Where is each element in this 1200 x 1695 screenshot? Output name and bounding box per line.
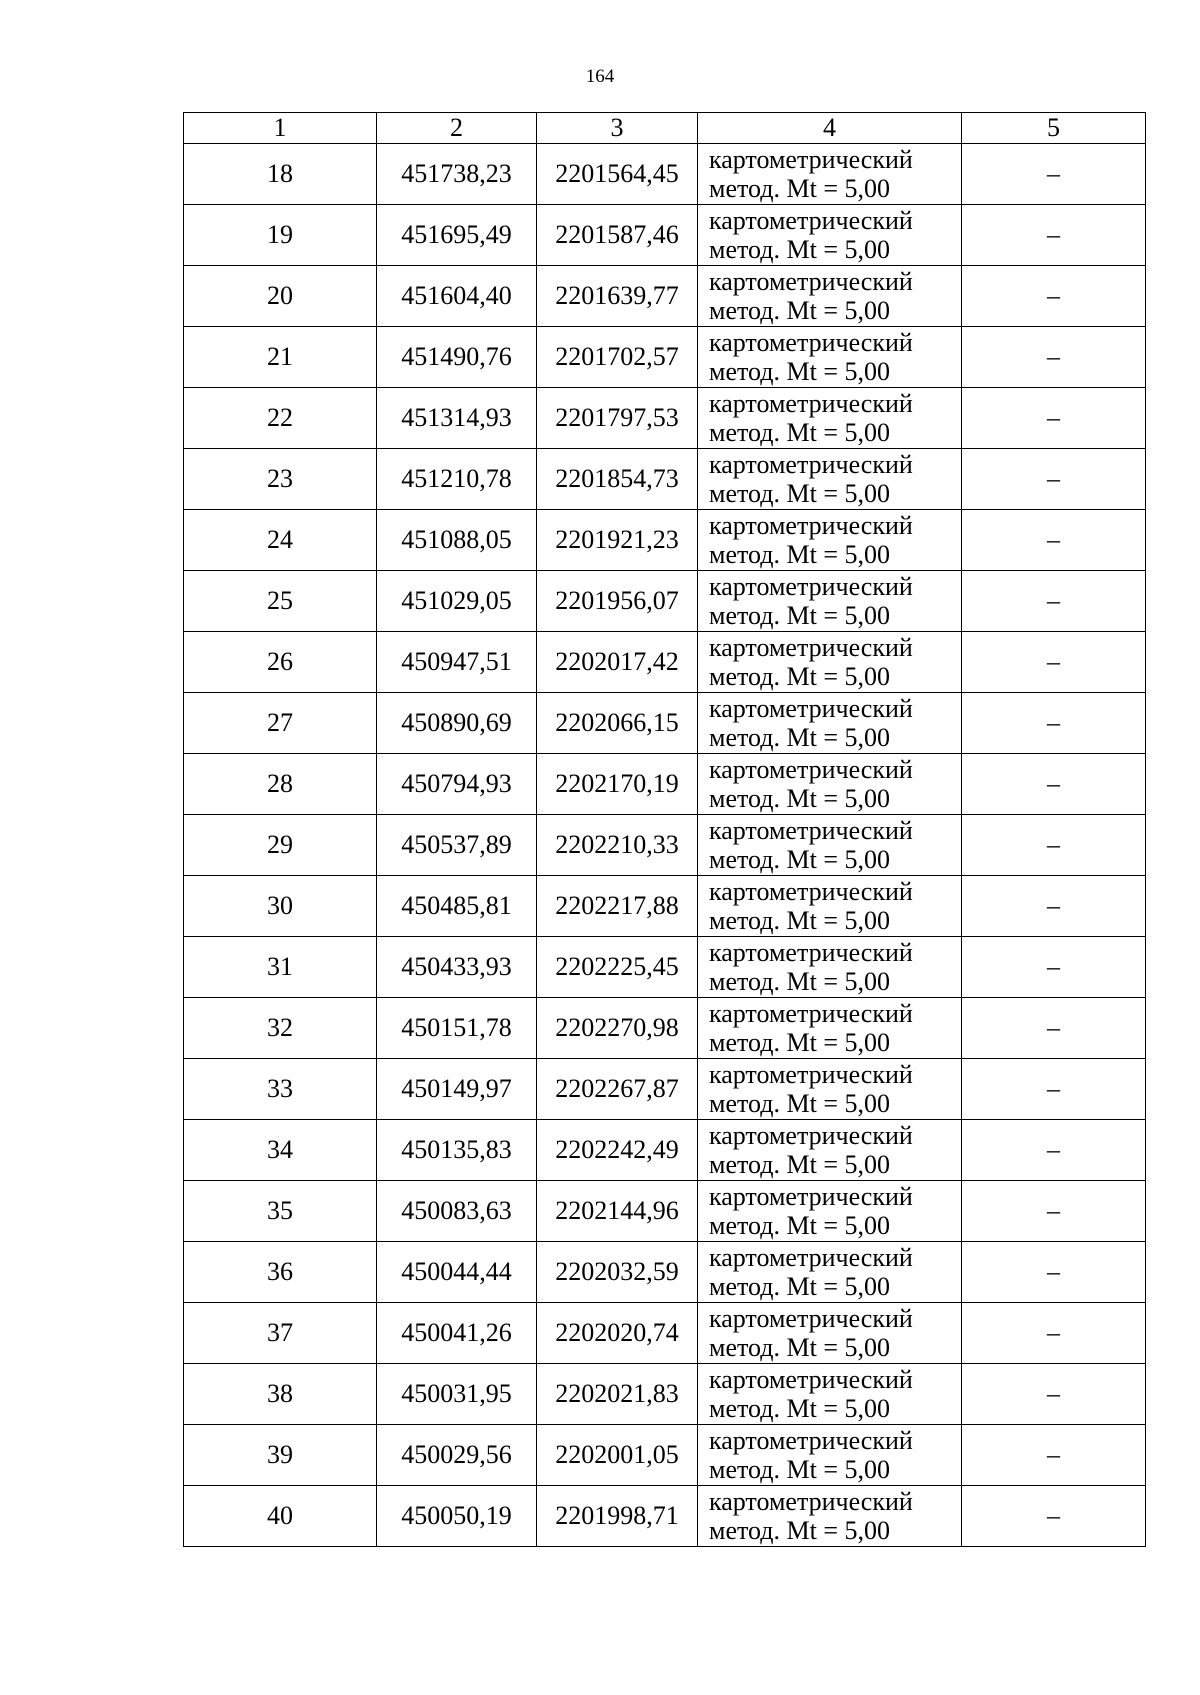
method-accuracy: метод. Mt = 5,00 bbox=[709, 1394, 890, 1423]
note-cell: – bbox=[962, 205, 1146, 266]
header-row bbox=[184, 113, 1146, 144]
point-number: 26 bbox=[184, 632, 377, 693]
method-cell bbox=[698, 1059, 962, 1120]
table-row bbox=[184, 632, 1146, 693]
x-coordinate: 450044,44 bbox=[377, 1242, 537, 1303]
point-number: 22 bbox=[184, 388, 377, 449]
x-coordinate: 450433,93 bbox=[377, 937, 537, 998]
method-text: картометрический bbox=[709, 1121, 913, 1150]
table-row bbox=[184, 1059, 1146, 1120]
method-accuracy: метод. Mt = 5,00 bbox=[709, 1211, 890, 1240]
y-coordinate: 2201854,73 bbox=[537, 449, 698, 510]
method-accuracy: метод. Mt = 5,00 bbox=[709, 174, 890, 203]
y-coordinate: 2202225,45 bbox=[537, 937, 698, 998]
y-coordinate: 2202144,96 bbox=[537, 1181, 698, 1242]
method-accuracy: метод. Mt = 5,00 bbox=[709, 1089, 890, 1118]
point-number: 19 bbox=[184, 205, 377, 266]
method-text: картометрический bbox=[709, 877, 913, 906]
point-number: 27 bbox=[184, 693, 377, 754]
method-accuracy: метод. Mt = 5,00 bbox=[709, 418, 890, 447]
table-row bbox=[184, 1242, 1146, 1303]
method-accuracy: метод. Mt = 5,00 bbox=[709, 784, 890, 813]
table-row bbox=[184, 1364, 1146, 1425]
point-number: 36 bbox=[184, 1242, 377, 1303]
method-accuracy: метод. Mt = 5,00 bbox=[709, 723, 890, 752]
method-cell bbox=[698, 510, 962, 571]
table-row bbox=[184, 876, 1146, 937]
table-row bbox=[184, 1120, 1146, 1181]
point-number: 32 bbox=[184, 998, 377, 1059]
table-body bbox=[184, 144, 1146, 1547]
method-text: картометрический bbox=[709, 1365, 913, 1394]
x-coordinate: 450031,95 bbox=[377, 1364, 537, 1425]
method-text: картометрический bbox=[709, 999, 913, 1028]
table-row bbox=[184, 998, 1146, 1059]
method-text: картометрический bbox=[709, 1426, 913, 1455]
note-cell: – bbox=[962, 754, 1146, 815]
table-row bbox=[184, 510, 1146, 571]
method-accuracy: метод. Mt = 5,00 bbox=[709, 1028, 890, 1057]
table-row bbox=[184, 144, 1146, 205]
point-number: 38 bbox=[184, 1364, 377, 1425]
table-row bbox=[184, 1181, 1146, 1242]
method-accuracy: метод. Mt = 5,00 bbox=[709, 1516, 890, 1545]
method-cell bbox=[698, 632, 962, 693]
method-text: картометрический bbox=[709, 1304, 913, 1333]
method-text: картометрический bbox=[709, 694, 913, 723]
note-cell: – bbox=[962, 693, 1146, 754]
method-cell bbox=[698, 693, 962, 754]
note-cell: – bbox=[962, 1242, 1146, 1303]
y-coordinate: 2202170,19 bbox=[537, 754, 698, 815]
note-cell: – bbox=[962, 1303, 1146, 1364]
y-coordinate: 2202242,49 bbox=[537, 1120, 698, 1181]
y-coordinate: 2202017,42 bbox=[537, 632, 698, 693]
header-col-5: 5 bbox=[962, 113, 1146, 144]
x-coordinate: 450794,93 bbox=[377, 754, 537, 815]
point-number: 18 bbox=[184, 144, 377, 205]
method-accuracy: метод. Mt = 5,00 bbox=[709, 1333, 890, 1362]
note-cell: – bbox=[962, 144, 1146, 205]
note-cell: – bbox=[962, 1059, 1146, 1120]
method-accuracy: метод. Mt = 5,00 bbox=[709, 479, 890, 508]
method-text: картометрический bbox=[709, 1487, 913, 1516]
table-header bbox=[184, 113, 1146, 144]
method-text: картометрический bbox=[709, 633, 913, 662]
y-coordinate: 2202021,83 bbox=[537, 1364, 698, 1425]
method-accuracy: метод. Mt = 5,00 bbox=[709, 967, 890, 996]
table-row bbox=[184, 571, 1146, 632]
method-cell bbox=[698, 144, 962, 205]
coordinates-table bbox=[183, 112, 1146, 1547]
table-row bbox=[184, 1486, 1146, 1547]
y-coordinate: 2201702,57 bbox=[537, 327, 698, 388]
method-accuracy: метод. Mt = 5,00 bbox=[709, 662, 890, 691]
x-coordinate: 450041,26 bbox=[377, 1303, 537, 1364]
method-cell bbox=[698, 205, 962, 266]
method-cell bbox=[698, 754, 962, 815]
method-cell bbox=[698, 449, 962, 510]
method-text: картометрический bbox=[709, 1243, 913, 1272]
method-text: картометрический bbox=[709, 1182, 913, 1211]
point-number: 35 bbox=[184, 1181, 377, 1242]
method-accuracy: метод. Mt = 5,00 bbox=[709, 1455, 890, 1484]
y-coordinate: 2202032,59 bbox=[537, 1242, 698, 1303]
method-accuracy: метод. Mt = 5,00 bbox=[709, 906, 890, 935]
table-row bbox=[184, 327, 1146, 388]
header-col-2: 2 bbox=[377, 113, 537, 144]
method-text: картометрический bbox=[709, 816, 913, 845]
note-cell: – bbox=[962, 266, 1146, 327]
method-accuracy: метод. Mt = 5,00 bbox=[709, 1272, 890, 1301]
method-accuracy: метод. Mt = 5,00 bbox=[709, 845, 890, 874]
x-coordinate: 450083,63 bbox=[377, 1181, 537, 1242]
note-cell: – bbox=[962, 449, 1146, 510]
method-cell bbox=[698, 1120, 962, 1181]
method-accuracy: метод. Mt = 5,00 bbox=[709, 540, 890, 569]
method-text: картометрический bbox=[709, 1060, 913, 1089]
method-cell bbox=[698, 1303, 962, 1364]
method-text: картометрический bbox=[709, 328, 913, 357]
method-text: картометрический bbox=[709, 572, 913, 601]
table-row bbox=[184, 693, 1146, 754]
note-cell: – bbox=[962, 998, 1146, 1059]
x-coordinate: 450537,89 bbox=[377, 815, 537, 876]
y-coordinate: 2201797,53 bbox=[537, 388, 698, 449]
x-coordinate: 451088,05 bbox=[377, 510, 537, 571]
note-cell: – bbox=[962, 1181, 1146, 1242]
note-cell: – bbox=[962, 388, 1146, 449]
note-cell: – bbox=[962, 632, 1146, 693]
method-cell bbox=[698, 1181, 962, 1242]
x-coordinate: 451604,40 bbox=[377, 266, 537, 327]
x-coordinate: 450485,81 bbox=[377, 876, 537, 937]
method-cell bbox=[698, 1486, 962, 1547]
y-coordinate: 2201956,07 bbox=[537, 571, 698, 632]
x-coordinate: 450947,51 bbox=[377, 632, 537, 693]
header-col-3: 3 bbox=[537, 113, 698, 144]
point-number: 29 bbox=[184, 815, 377, 876]
table-row bbox=[184, 815, 1146, 876]
point-number: 34 bbox=[184, 1120, 377, 1181]
method-cell bbox=[698, 998, 962, 1059]
note-cell: – bbox=[962, 1425, 1146, 1486]
method-accuracy: метод. Mt = 5,00 bbox=[709, 296, 890, 325]
x-coordinate: 450890,69 bbox=[377, 693, 537, 754]
method-accuracy: метод. Mt = 5,00 bbox=[709, 1150, 890, 1179]
note-cell: – bbox=[962, 815, 1146, 876]
method-text: картометрический bbox=[709, 511, 913, 540]
table-row bbox=[184, 266, 1146, 327]
method-accuracy: метод. Mt = 5,00 bbox=[709, 235, 890, 264]
y-coordinate: 2201921,23 bbox=[537, 510, 698, 571]
method-cell bbox=[698, 1425, 962, 1486]
method-text: картометрический bbox=[709, 145, 913, 174]
y-coordinate: 2201998,71 bbox=[537, 1486, 698, 1547]
header-col-4: 4 bbox=[698, 113, 962, 144]
point-number: 23 bbox=[184, 449, 377, 510]
x-coordinate: 451314,93 bbox=[377, 388, 537, 449]
method-text: картометрический bbox=[709, 389, 913, 418]
x-coordinate: 450050,19 bbox=[377, 1486, 537, 1547]
note-cell: – bbox=[962, 327, 1146, 388]
method-cell bbox=[698, 266, 962, 327]
table-row bbox=[184, 1303, 1146, 1364]
note-cell: – bbox=[962, 1364, 1146, 1425]
method-accuracy: метод. Mt = 5,00 bbox=[709, 601, 890, 630]
y-coordinate: 2202066,15 bbox=[537, 693, 698, 754]
table-row bbox=[184, 937, 1146, 998]
method-cell bbox=[698, 1242, 962, 1303]
method-cell bbox=[698, 815, 962, 876]
y-coordinate: 2201639,77 bbox=[537, 266, 698, 327]
x-coordinate: 451029,05 bbox=[377, 571, 537, 632]
point-number: 25 bbox=[184, 571, 377, 632]
header-col-1: 1 bbox=[184, 113, 377, 144]
method-cell bbox=[698, 327, 962, 388]
method-cell bbox=[698, 1364, 962, 1425]
point-number: 40 bbox=[184, 1486, 377, 1547]
point-number: 24 bbox=[184, 510, 377, 571]
point-number: 30 bbox=[184, 876, 377, 937]
note-cell: – bbox=[962, 571, 1146, 632]
table-row bbox=[184, 205, 1146, 266]
method-cell bbox=[698, 937, 962, 998]
y-coordinate: 2202001,05 bbox=[537, 1425, 698, 1486]
x-coordinate: 451210,78 bbox=[377, 449, 537, 510]
page-number: 164 bbox=[585, 66, 615, 87]
point-number: 37 bbox=[184, 1303, 377, 1364]
table-row bbox=[184, 754, 1146, 815]
point-number: 20 bbox=[184, 266, 377, 327]
x-coordinate: 450151,78 bbox=[377, 998, 537, 1059]
x-coordinate: 451695,49 bbox=[377, 205, 537, 266]
note-cell: – bbox=[962, 1486, 1146, 1547]
x-coordinate: 450135,83 bbox=[377, 1120, 537, 1181]
method-cell bbox=[698, 876, 962, 937]
method-cell bbox=[698, 571, 962, 632]
y-coordinate: 2202020,74 bbox=[537, 1303, 698, 1364]
y-coordinate: 2201564,45 bbox=[537, 144, 698, 205]
x-coordinate: 451490,76 bbox=[377, 327, 537, 388]
point-number: 31 bbox=[184, 937, 377, 998]
method-text: картометрический bbox=[709, 206, 913, 235]
table-row bbox=[184, 1425, 1146, 1486]
note-cell: – bbox=[962, 1120, 1146, 1181]
note-cell: – bbox=[962, 937, 1146, 998]
y-coordinate: 2202270,98 bbox=[537, 998, 698, 1059]
table-row bbox=[184, 449, 1146, 510]
method-text: картометрический bbox=[709, 755, 913, 784]
point-number: 39 bbox=[184, 1425, 377, 1486]
x-coordinate: 451738,23 bbox=[377, 144, 537, 205]
point-number: 28 bbox=[184, 754, 377, 815]
table-row bbox=[184, 388, 1146, 449]
x-coordinate: 450149,97 bbox=[377, 1059, 537, 1120]
point-number: 33 bbox=[184, 1059, 377, 1120]
method-text: картометрический bbox=[709, 267, 913, 296]
y-coordinate: 2202210,33 bbox=[537, 815, 698, 876]
note-cell: – bbox=[962, 510, 1146, 571]
note-cell: – bbox=[962, 876, 1146, 937]
x-coordinate: 450029,56 bbox=[377, 1425, 537, 1486]
method-text: картометрический bbox=[709, 450, 913, 479]
method-accuracy: метод. Mt = 5,00 bbox=[709, 357, 890, 386]
point-number: 21 bbox=[184, 327, 377, 388]
method-text: картометрический bbox=[709, 938, 913, 967]
method-cell bbox=[698, 388, 962, 449]
y-coordinate: 2202217,88 bbox=[537, 876, 698, 937]
y-coordinate: 2201587,46 bbox=[537, 205, 698, 266]
y-coordinate: 2202267,87 bbox=[537, 1059, 698, 1120]
